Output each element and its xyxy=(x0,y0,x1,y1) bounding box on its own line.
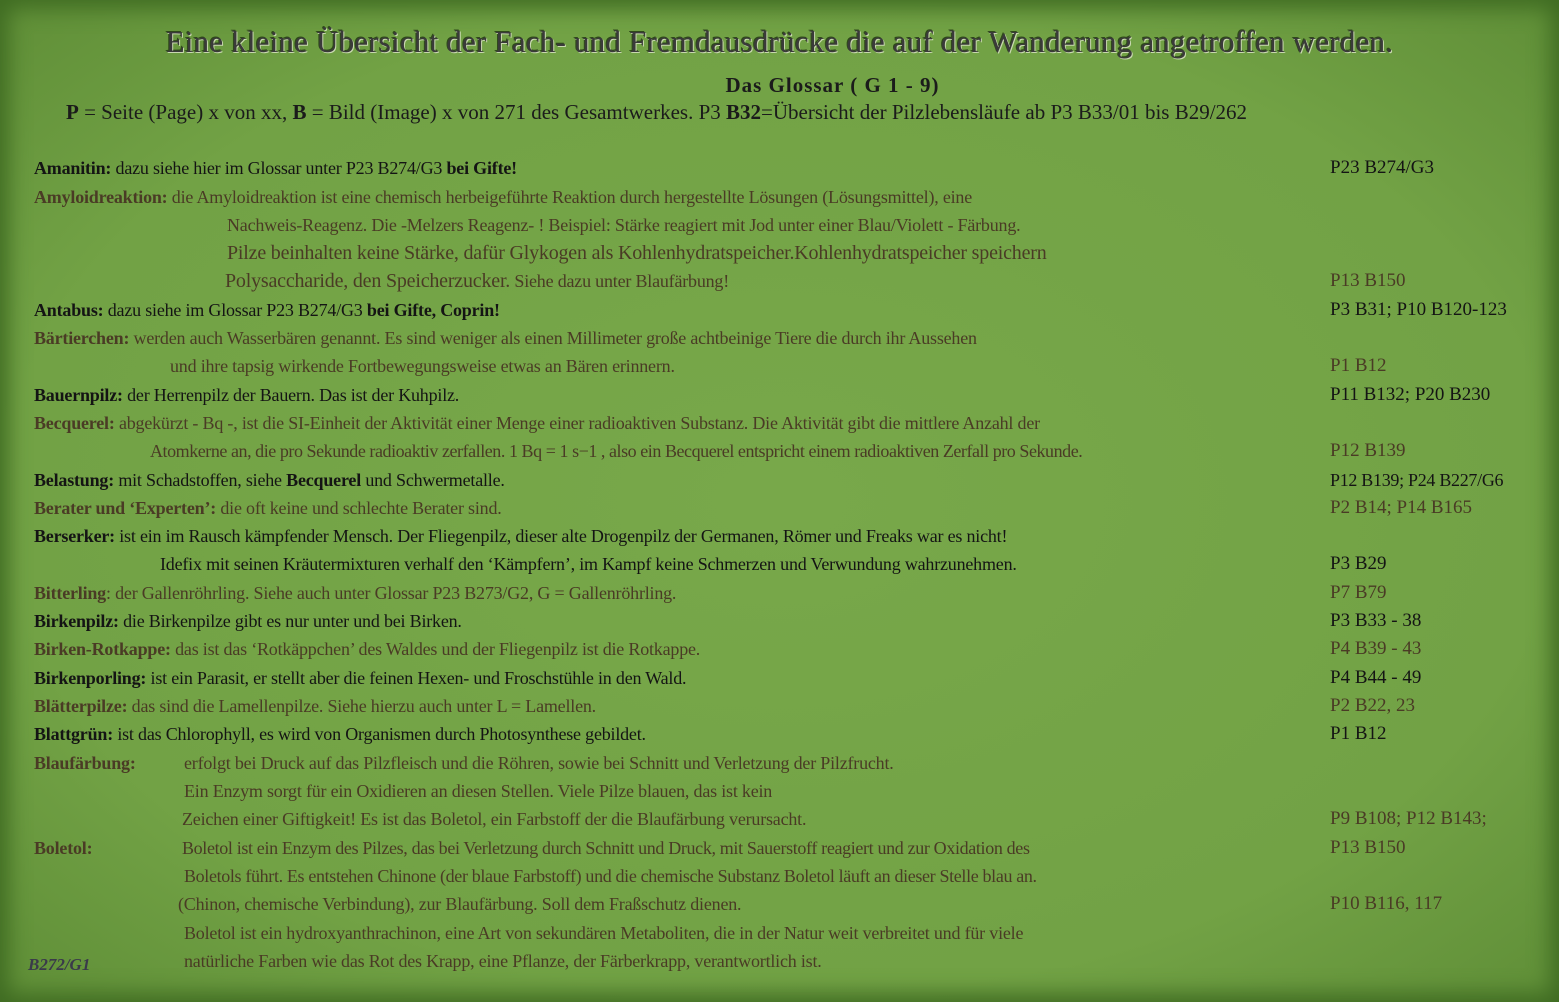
ref-berater: P2 B14; P14 B165 xyxy=(1330,497,1473,518)
entry-text: dazu siehe hier im Glossar unter P23 B274/G3 xyxy=(111,158,447,178)
entry-text: die oft keine und schlechte Berater sind. xyxy=(216,498,502,518)
ref-becquerel: P12 B139 xyxy=(1330,440,1406,461)
ref-blattgruen: P1 B12 xyxy=(1330,723,1387,744)
legend-b: B xyxy=(292,100,307,124)
term: Amanitin: xyxy=(34,158,112,178)
entry-text: ist ein Parasit, er stellt aber die feinen Hexen- und Froschstühle in den Wald. xyxy=(146,668,687,688)
entry-baertierchen-line2: und ihre tapsig wirkende Fortbewegungsweise etwas an Bären erinnern. xyxy=(170,356,675,376)
entry-amyloid-line4 xyxy=(225,270,729,292)
entry-text: die Amyloidreaktion ist eine chemisch herbeigeführte Reaktion durch hergestellte Lösungen (Lösungsmittel), eine xyxy=(167,187,973,207)
entry-boletol-line1: Boletol ist ein Enzym des Pilzes, das bei Verletzung durch Schnitt und Druck, mit Sauerstoff reagiert und zur Oxidation des xyxy=(182,838,1030,858)
entry-amanitin xyxy=(34,157,517,179)
entry-becquerel-line2: Atomkerne an, die pro Sekunde radioaktiv zerfallen. 1 Bq = 1 s−1 , also ein Becquerel entspricht einem radioaktiven Zerfall pro Sekunde. xyxy=(150,441,1083,461)
entry-birkenporling xyxy=(34,667,686,689)
entry-blaufaerbung-line2: Ein Enzym sorgt für ein Oxidieren an diesen Stellen. Viele Pilze blauen, das ist kein xyxy=(184,781,773,801)
ref-antabus: P3 B31; P10 B120-123 xyxy=(1330,299,1507,320)
term: Blaufärbung: xyxy=(34,753,136,773)
entry-text: Polysaccharide, den Speicherzucker. xyxy=(225,270,511,292)
entry-blaufaerbung-line3: Zeichen einer Giftigkeit! Es ist das Boletol, ein Farbstoff der die Blaufärbung verursacht. xyxy=(182,809,807,829)
entry-berater xyxy=(34,497,502,519)
entry-blaufaerbung-line1: erfolgt bei Druck auf das Pilzfleisch und die Röhren, sowie bei Schnitt und Verletzung der Pilzfrucht. xyxy=(184,753,894,773)
entry-text: : der Gallenröhrling. Siehe auch unter Glossar P23 B273/G2, G = Gallenröhrling. xyxy=(106,583,677,603)
term: Amyloidreaktion: xyxy=(34,187,168,207)
term: Bärtierchen: xyxy=(34,328,130,348)
legend-text-3: =Übersicht der Pilzlebensläufe ab P3 B33/01 bis B29/262 xyxy=(761,100,1248,124)
entry-becquerel xyxy=(34,412,1040,434)
term: Birkenporling: xyxy=(34,668,147,688)
ref-baertierchen: P1 B12 xyxy=(1330,355,1387,376)
entry-text: ist das Chlorophyll, es wird von Organismen durch Photosynthese gebildet. xyxy=(113,724,646,744)
entry-boletol-line4: Boletol ist ein hydroxyanthrachinon, eine Art von sekundären Metaboliten, die in der Natur weit verbreitet und für viele xyxy=(184,923,1024,943)
entry-berserker xyxy=(34,525,1007,547)
ref-belastung: P12 B139; P24 B227/G6 xyxy=(1330,470,1504,490)
entry-blaetterpilze xyxy=(34,695,596,717)
entry-berserker-line2: Idefix mit seinen Kräutermixturen verhalf den ‘Kämpfern’, im Kampf keine Schmerzen und Verwundung wahrzunehmen. xyxy=(160,554,1017,574)
entry-rotkappe xyxy=(34,638,700,660)
page-id-label: B272/G1 xyxy=(28,955,91,974)
entry-blattgruen xyxy=(34,723,646,745)
term: Bitterling xyxy=(34,583,106,603)
ref-bitterling: P7 B79 xyxy=(1330,582,1387,603)
ref-boletol-2: P10 B116, 117 xyxy=(1330,893,1443,914)
term: Birkenpilz: xyxy=(34,611,119,631)
term: Belastung: xyxy=(34,470,115,490)
entry-text: werden auch Wasserbären genannt. Es sind weniger als einen Millimeter große achtbeinige Tiere die durch ihr Aussehen xyxy=(129,328,977,348)
entry-amyloid-line2: Nachweis-Reagenz. Die -Melzers Reagenz- ! Beispiel: Stärke reagiert mit Jod unter einer Blau/Violett - Färbung. xyxy=(227,215,1021,235)
entry-birkenpilz xyxy=(34,610,462,632)
entry-text: das sind die Lamellenpilze. Siehe hierzu auch unter L = Lamellen. xyxy=(127,696,596,716)
entry-antabus xyxy=(34,299,500,321)
term: Birken-Rotkappe: xyxy=(34,639,171,659)
entry-boletol-line5: natürliche Farben wie das Rot des Krapp, eine Pflanze, der Färberkrapp, verantwortlich ist. xyxy=(184,951,822,971)
entry-text: und Schwermetalle. xyxy=(361,470,505,490)
entry-bold: bei Gifte! xyxy=(446,158,517,178)
term: Blätterpilze: xyxy=(34,696,128,716)
ref-bauernpilz: P11 B132; P20 B230 xyxy=(1330,384,1491,405)
entry-boletol-line2: Boletols führt. Es entstehen Chinone (der blaue Farbstoff) und die chemische Substanz Boletol läuft an dieser Stelle blau an. xyxy=(184,866,1037,886)
entry-blaufaerbung xyxy=(34,752,136,774)
legend-text-2: = Bild (Image) x von 271 des Gesamtwerkes. P3 xyxy=(306,100,727,124)
entry-bold: bei Gifte, Coprin! xyxy=(366,300,500,320)
glossary-subtitle: Das Glossar ( G 1 - 9) xyxy=(725,73,940,97)
entry-text: ist ein im Rausch kämpfender Mensch. Der Fliegenpilz, dieser alte Drogenpilz der Germanen, Römer und Freaks war es nicht! xyxy=(114,526,1008,546)
entry-bitterling xyxy=(34,582,676,604)
legend-line xyxy=(66,100,1247,125)
entry-bauernpilz xyxy=(34,384,459,406)
legend-b32: B32 xyxy=(726,100,762,124)
entry-amyloid xyxy=(34,186,972,208)
entry-belastung xyxy=(34,469,505,491)
ref-birkenpilz: P3 B33 - 38 xyxy=(1330,610,1422,631)
entry-text: das ist das ‘Rotkäppchen’ des Waldes und der Fliegenpilz ist die Rotkappe. xyxy=(170,639,701,659)
ref-amyloid: P13 B150 xyxy=(1330,270,1406,291)
term: Berater und ‘Experten’: xyxy=(34,498,217,518)
entry-text: Siehe dazu unter Blaufärbung! xyxy=(510,271,730,291)
legend-p: P xyxy=(66,100,79,124)
ref-amanitin: P23 B274/G3 xyxy=(1330,157,1434,178)
entry-text: dazu siehe im Glossar P23 B274/G3 xyxy=(103,300,367,320)
entry-text: der Herrenpilz der Bauern. Das ist der Kuhpilz. xyxy=(122,385,460,405)
entry-boletol-line3: (Chinon, chemische Verbindung), zur Blaufärbung. Soll dem Fraßschutz dienen. xyxy=(178,894,742,914)
entry-text: die Birkenpilze gibt es nur unter und bei Birken. xyxy=(118,611,462,631)
ref-blaufaerbung: P9 B108; P12 B143; xyxy=(1330,808,1487,829)
entry-bold: Becquerel xyxy=(286,470,362,490)
entry-text: mit Schadstoffen, siehe xyxy=(114,470,287,490)
entry-amyloid-line3: Pilze beinhalten keine Stärke, dafür Glykogen als Kohlenhydratspeicher.Kohlenhydratspeicher speichern xyxy=(227,242,1047,264)
ref-blaetterpilze: P2 B22, 23 xyxy=(1330,695,1415,716)
entry-boletol xyxy=(34,837,92,859)
term: Blattgrün: xyxy=(34,724,114,744)
ref-birkenporling: P4 B44 - 49 xyxy=(1330,667,1422,688)
entry-baertierchen xyxy=(34,327,977,349)
ref-boletol-1: P13 B150 xyxy=(1330,837,1406,858)
term: Berserker: xyxy=(34,526,115,546)
legend-text-1: = Seite (Page) x von xx, xyxy=(78,100,293,124)
ref-berserker: P3 B29 xyxy=(1330,553,1387,574)
ref-rotkappe: P4 B39 - 43 xyxy=(1330,638,1422,659)
term: Becquerel: xyxy=(34,413,115,433)
term: Antabus: xyxy=(34,300,104,320)
entry-text: abgekürzt - Bq -, ist die SI-Einheit der Aktivität einer Menge einer radioaktiven Substanz. Die Aktivität gibt die mittlere Anzahl der xyxy=(114,413,1040,433)
term: Boletol: xyxy=(34,838,93,858)
term: Bauernpilz: xyxy=(34,385,123,405)
page-title: Eine kleine Übersicht der Fach- und Fremdausdrücke die auf der Wanderung angetroffen werden. xyxy=(165,24,1394,59)
